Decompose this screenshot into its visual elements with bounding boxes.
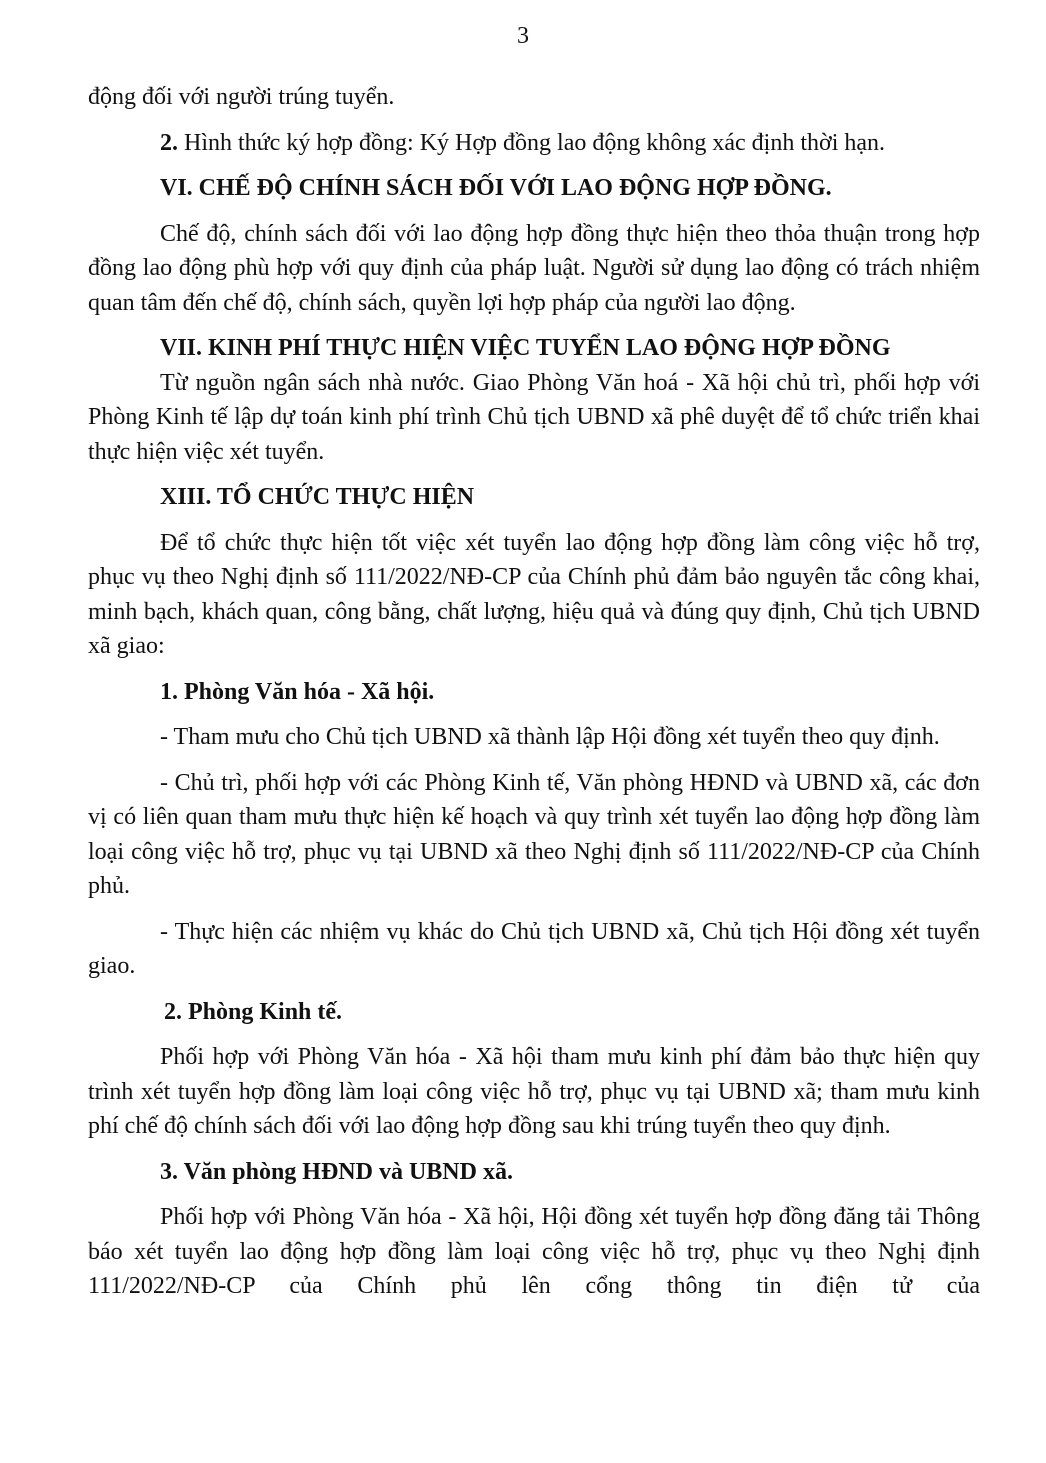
paragraph-task-3: - Thực hiện các nhiệm vụ khác do Chủ tịch UBND xã, Chủ tịch Hội đồng xét tuyển giao. — [88, 918, 980, 979]
paragraph-council: Phối hợp với Phòng Văn hóa - Xã hội, Hội đồng xét tuyển hợp đồng đăng tải Thông báo xét tuyển lao động hợp đồng làm loại công việc hỗ trợ, phục vụ theo Nghị định 111/2022/NĐ-CP của Chính phủ lên cổng thông tin điện tử của — [88, 1204, 980, 1299]
paragraph-funding: Từ nguồn ngân sách nhà nước. Giao Phòng Văn hoá - Xã hội chủ trì, phối hợp với Phòng Kinh tế lập dự toán kinh phí trình Chủ tịch UBND xã phê duyệt để tổ chức triển khai thực hiện việc xét tuyển. — [88, 369, 980, 465]
section-heading-vi: VI. CHẾ ĐỘ CHÍNH SÁCH ĐỐI VỚI LAO ĐỘNG HỢP ĐỒNG. — [160, 175, 832, 201]
section-heading-vii: VII. KINH PHÍ THỰC HIỆN VIỆC TUYỂN LAO ĐỘNG HỢP ĐỒNG — [160, 335, 891, 361]
section-heading-xiii: XIII. TỔ CHỨC THỰC HIỆN — [160, 484, 475, 510]
subheading-economic-office: 2. Phòng Kinh tế. — [164, 998, 343, 1025]
paragraph-task-2: - Chủ trì, phối hợp với các Phòng Kinh tế, Văn phòng HĐND và UBND xã, các đơn vị có liên quan tham mưu thực hiện kế hoạch và quy trình xét tuyển lao động hợp đồng làm loại công việc hỗ trợ, phục vụ tại UBND xã theo Nghị định số 111/2022/NĐ-CP của Chính phủ. — [88, 769, 980, 899]
paragraph-economic: Phối hợp với Phòng Văn hóa - Xã hội tham mưu kinh phí đảm bảo thực hiện quy trình xét tuyển hợp đồng làm loại công việc hỗ trợ, phục vụ tại UBND xã; tham mưu kinh phí chế độ chính sách đối với lao động hợp đồng sau khi trúng tuyển theo quy định. — [88, 1044, 980, 1139]
item-number: 2. — [160, 129, 178, 156]
subheading-council-office: 3. Văn phòng HĐND và UBND xã. — [160, 1158, 513, 1185]
paragraph-contract-form — [88, 126, 980, 161]
paragraph-task-1: - Tham mưu cho Chủ tịch UBND xã thành lập Hội đồng xét tuyển theo quy định. — [160, 724, 940, 750]
document-body — [88, 80, 980, 1304]
page-number: 3 — [517, 23, 529, 49]
item-text: Hình thức ký hợp đồng: Ký Hợp đồng lao động không xác định thời hạn. — [178, 129, 886, 156]
paragraph-implementation: Để tổ chức thực hiện tốt việc xét tuyển lao động hợp đồng làm công việc hỗ trợ, phục vụ theo Nghị định số 111/2022/NĐ-CP của Chính phủ đảm bảo nguyên tắc công khai, minh bạch, khách quan, công bằng, chất lượng, hiệu quả và đúng quy định, Chủ tịch UBND xã giao: — [88, 529, 980, 659]
paragraph-policy: Chế độ, chính sách đối với lao động hợp đồng thực hiện theo thỏa thuận trong hợp đồng lao động phù hợp với quy định của pháp luật. Người sử dụng lao động có trách nhiệm quan tâm đến chế độ, chính sách, quyền lợi hợp pháp của người lao động. — [88, 220, 980, 316]
paragraph-continuation: động đối với người trúng tuyển. — [88, 84, 395, 110]
subheading-culture-office: 1. Phòng Văn hóa - Xã hội. — [160, 678, 435, 705]
